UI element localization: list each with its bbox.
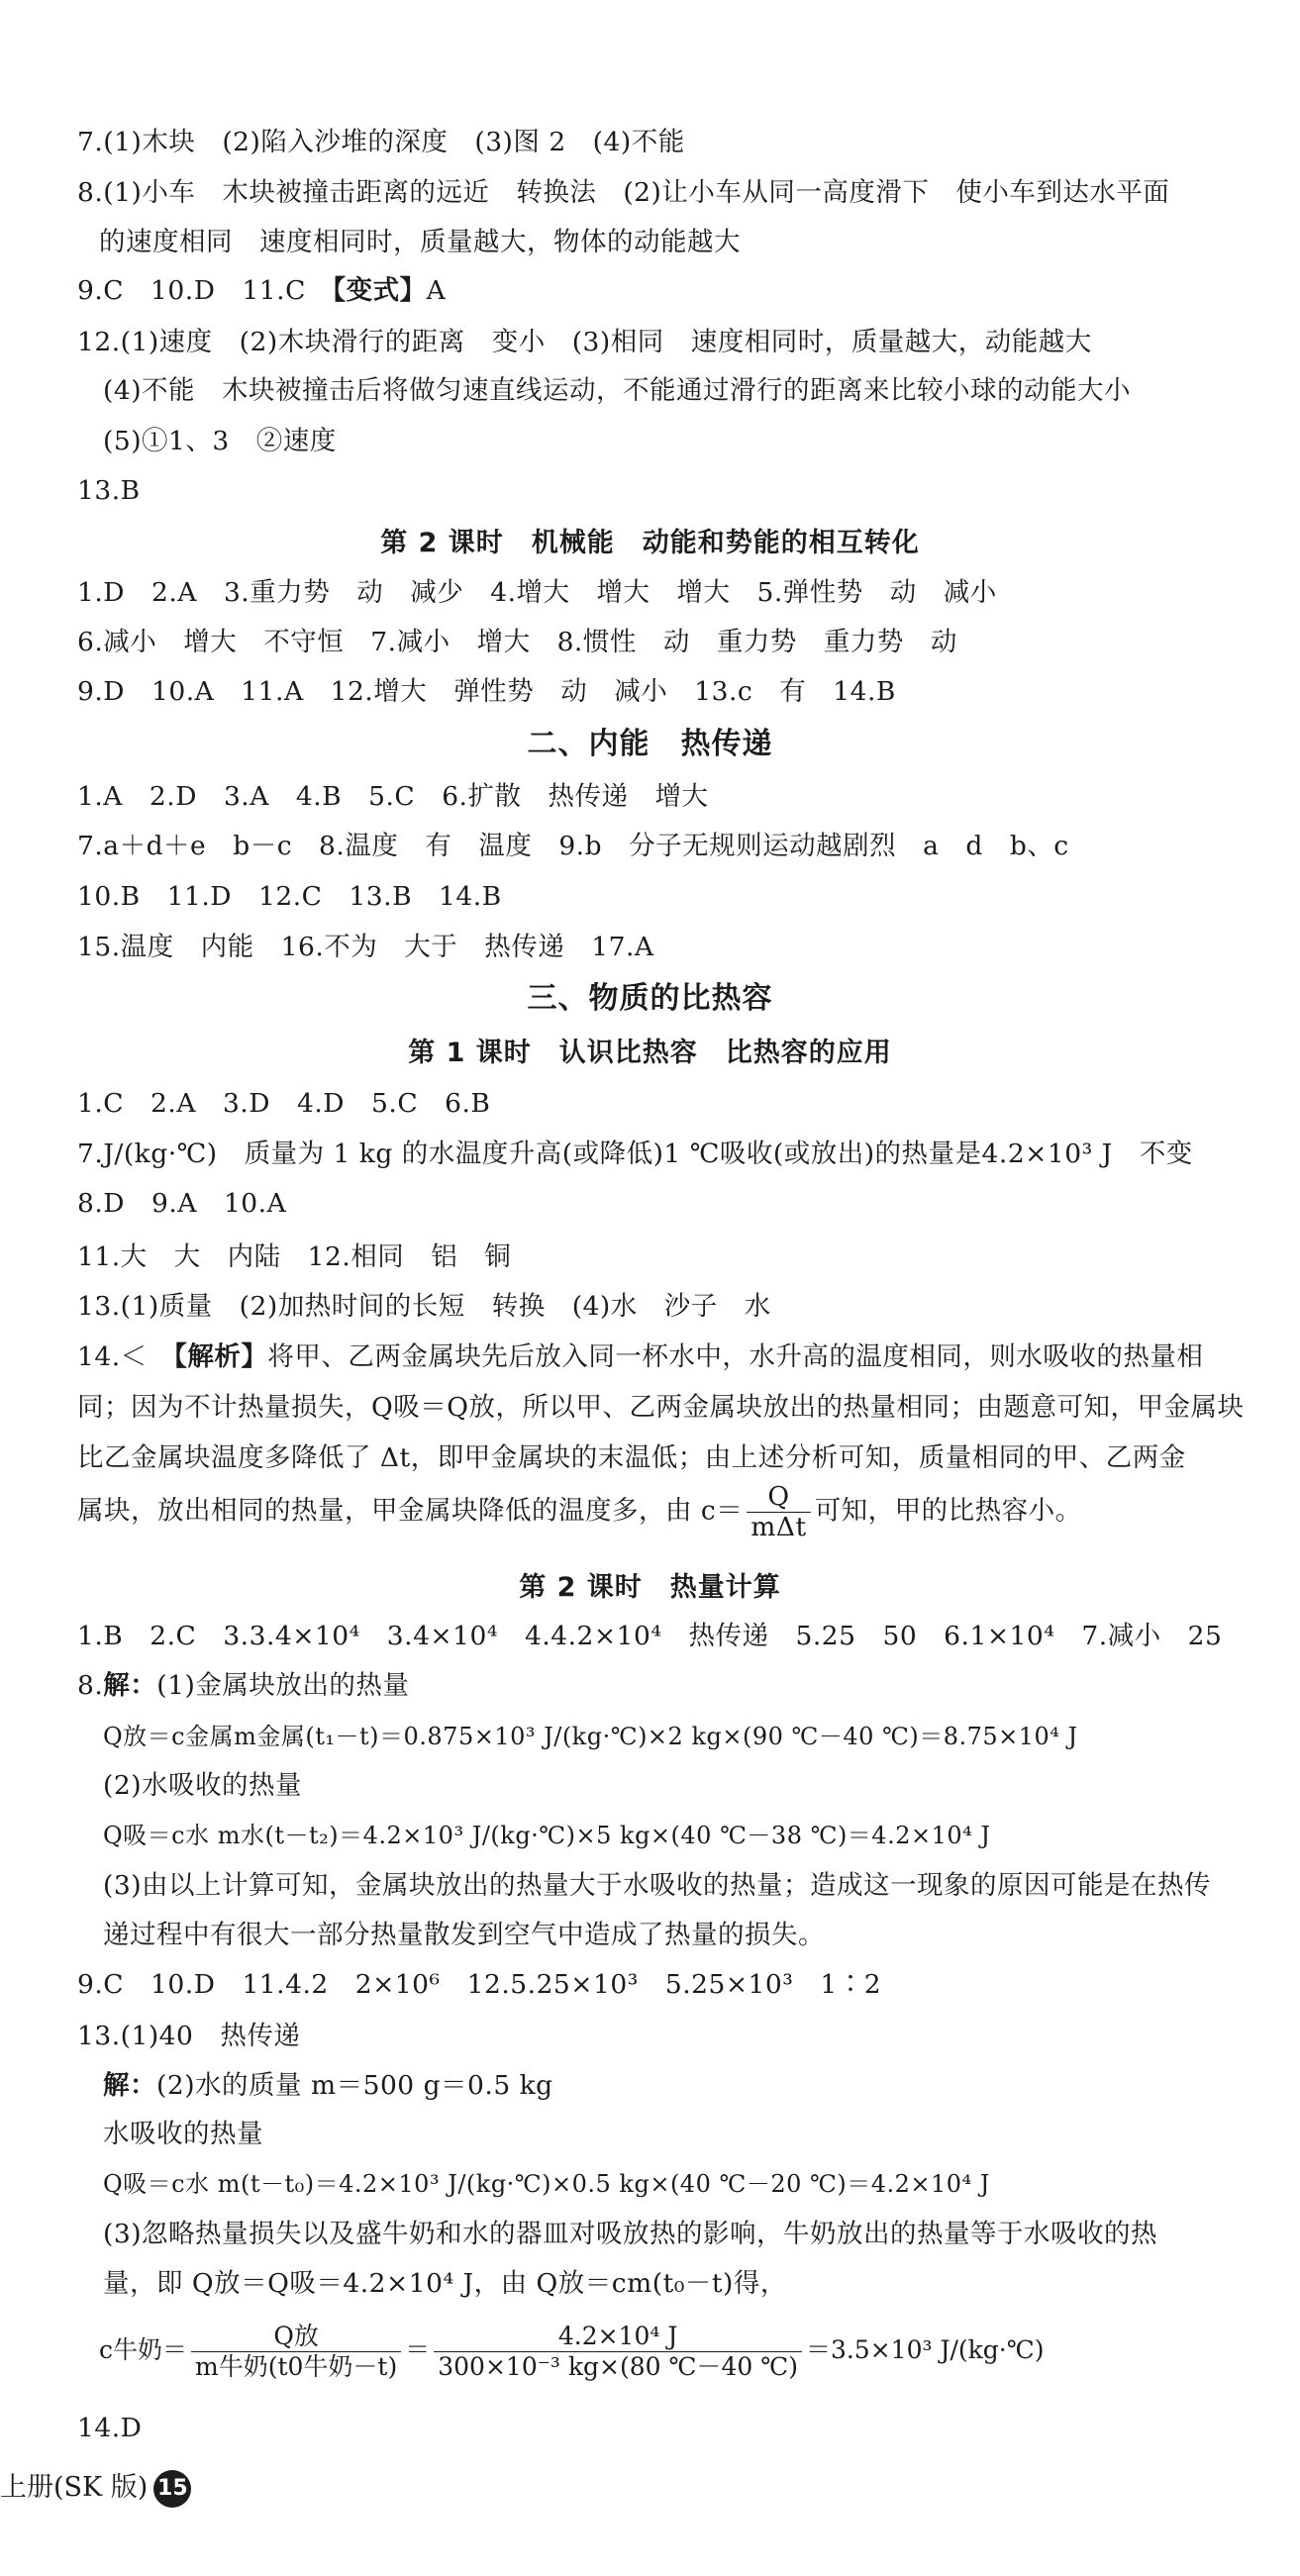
answer-text: 将甲、乙两金属块先后放入同一杯水中，水升高的温度相同，则水吸收的热量相 (267, 1341, 1204, 1372)
answer-line: 8.D 9.A 10.A (77, 1188, 287, 1219)
chapter-heading: 二、内能 热传递 (527, 727, 773, 761)
answer-line: 13.(1)40 热传递 (77, 2021, 301, 2051)
answer-text: 9.C 10.D 11.C (77, 275, 333, 306)
fraction-numerator: 4.2×10⁴ J (434, 2322, 802, 2352)
answer-line: 7.(1)木块 (2)陷入沙堆的深度 (3)图 2 (4)不能 (77, 127, 685, 157)
fraction (191, 2322, 401, 2382)
page-number-badge: 15 (153, 2470, 191, 2508)
equation-lhs: c牛奶＝ (99, 2335, 188, 2364)
fraction-numerator: Q (747, 1482, 810, 1513)
equation-line (99, 2322, 1044, 2382)
answer-line: 9.C 10.D 11.4.2 2×10⁶ 12.5.25×10³ 5.25×10³ 1∶2 (77, 1969, 882, 2000)
answer-line (77, 273, 1260, 309)
answer-line: 比乙金属块温度多降低了 Δt，即甲金属块的末温低；由上述分析可知，质量相同的甲、乙两金 (77, 1442, 1186, 1473)
page-footer (0, 2466, 191, 2510)
answer-line: 6.减小 增大 不守恒 7.减小 增大 8.惯性 动 重力势 重力势 动 (77, 627, 957, 657)
answer-line: 1.B 2.C 3.3.4×10⁴ 3.4×10⁴ 4.4.2×10⁴ 热传递 5.25 50 6.1×10⁴ 7.减小 25 (77, 1621, 1223, 1651)
answer-line (77, 1668, 1260, 1704)
answer-line: 9.D 10.A 11.A 12.增大 弹性势 动 减小 13.c 有 14.B (77, 676, 896, 707)
formula-line: Q放＝c金属m金属(t₁－t)＝0.875×10³ J/(kg·℃)×2 kg×(90 ℃－40 ℃)＝8.75×10⁴ J (103, 1723, 1078, 1750)
chapter-heading: 三、物质的比热容 (527, 981, 773, 1016)
answer-text: (1)金属块放出的热量 (156, 1670, 410, 1701)
answer-text: 可知，甲的比热容小。 (814, 1495, 1082, 1527)
answer-line: 同；因为不计热量损失，Q吸＝Q放，所以甲、乙两金属块放出的热量相同；由题意可知，甲金属块 (77, 1392, 1245, 1423)
fraction-denominator: m牛奶(t0牛奶－t) (195, 2352, 398, 2381)
section-heading: 第 2 课时 热量计算 (519, 1572, 781, 1603)
answer-line: 1.D 2.A 3.重力势 动 减少 4.增大 增大 增大 5.弹性势 动 减小 (77, 577, 997, 608)
answer-text: 属块，放出相同的热量，甲金属块降低的温度多，由 c＝ (77, 1495, 744, 1527)
answer-line: 的速度相同 速度相同时，质量越大，物体的动能越大 (99, 227, 741, 257)
answer-line: 15.温度 内能 16.不为 大于 热传递 17.A (77, 932, 654, 962)
answer-line (77, 1482, 1260, 1542)
fraction (434, 2322, 802, 2382)
answer-line: 量，即 Q放＝Q吸＝4.2×10⁴ J，由 Q放＝cm(t₀－t)得， (103, 2268, 787, 2299)
answer-line: 1.A 2.D 3.A 4.B 5.C 6.扩散 热传递 增大 (77, 781, 709, 812)
answer-line: (5)①1、3 ②速度 (103, 426, 337, 456)
answer-text: A (426, 275, 447, 306)
answer-line: 11.大 大 内陆 12.相同 铝 铜 (77, 1241, 512, 1272)
answer-line: 水吸收的热量 (103, 2119, 263, 2149)
solution-label: 解： (103, 1670, 157, 1701)
formula-line: Q吸＝c水 m水(t－t₂)＝4.2×10³ J/(kg·℃)×5 kg×(40 ℃－38 ℃)＝4.2×10⁴ J (103, 1822, 991, 1849)
edition-label: 上册(SK 版) (0, 2472, 149, 2503)
answer-line: 递过程中有很大一部分热量散发到空气中造成了热量的损失。 (103, 1920, 825, 1950)
fraction-numerator: Q放 (191, 2322, 401, 2352)
answer-line: 1.C 2.A 3.D 4.D 5.C 6.B (77, 1088, 491, 1119)
answer-line: 13.B (77, 475, 141, 506)
solution-label: 解： (103, 2070, 156, 2101)
answer-line: 7.a＋d＋e b－c 8.温度 有 温度 9.b 分子无规则运动越剧烈 a d b、c (77, 831, 1069, 861)
answer-line: 13.(1)质量 (2)加热时间的长短 转换 (4)水 沙子 水 (77, 1291, 771, 1322)
answer-line: (3)由以上计算可知，金属块放出的热量大于水吸收的热量；造成这一现象的原因可能是在热传 (103, 1870, 1212, 1901)
section-heading: 第 2 课时 机械能 动能和势能的相互转化 (380, 528, 920, 558)
answer-line (103, 2068, 1260, 2104)
answer-line: (4)不能 木块被撞击后将做匀速直线运动，不能通过滑行的距离来比较小球的动能大小 (103, 375, 1132, 406)
answer-line: 12.(1)速度 (2)木块滑行的距离 变小 (3)相同 速度相同时，质量越大，动能越大 (77, 327, 1092, 357)
fraction-denominator: mΔt (750, 1512, 807, 1542)
variant-label: 【变式】 (332, 275, 427, 306)
answer-line: 10.B 11.D 12.C 13.B 14.B (77, 881, 502, 912)
answer-text: 8. (77, 1670, 104, 1701)
answer-line: (3)忽略热量损失以及盛牛奶和水的器皿对吸放热的影响，牛奶放出的热量等于水吸收的热 (103, 2219, 1158, 2249)
answer-line: 7.J/(kg·℃) 质量为 1 kg 的水温度升高(或降低)1 ℃吸收(或放出)的热量是4.2×10³ J 不变 (77, 1139, 1193, 1169)
analysis-label: 【解析】 (173, 1341, 268, 1372)
answer-line: 14.D (77, 2413, 143, 2443)
answer-text: (2)水的质量 m＝500 g＝0.5 kg (156, 2070, 553, 2101)
fraction (747, 1482, 810, 1542)
answer-line: 8.(1)小车 木块被撞击距离的远近 转换法 (2)让小车从同一高度滑下 使小车到达水平面 (77, 177, 1170, 208)
fraction-denominator: 300×10⁻³ kg×(80 ℃－40 ℃) (438, 2352, 798, 2381)
formula-line: Q吸＝c水 m(t－t₀)＝4.2×10³ J/(kg·℃)×0.5 kg×(40 ℃－20 ℃)＝4.2×10⁴ J (103, 2170, 990, 2198)
equation-sign: ＝ (405, 2335, 431, 2364)
equation-rhs: ＝3.5×10³ J/(kg·℃) (805, 2335, 1045, 2364)
answer-line (77, 1339, 1260, 1375)
answer-line: (2)水吸收的热量 (103, 1770, 303, 1801)
section-heading: 第 1 课时 认识比热容 比热容的应用 (408, 1038, 892, 1068)
answer-text: 14.＜ (77, 1341, 174, 1372)
